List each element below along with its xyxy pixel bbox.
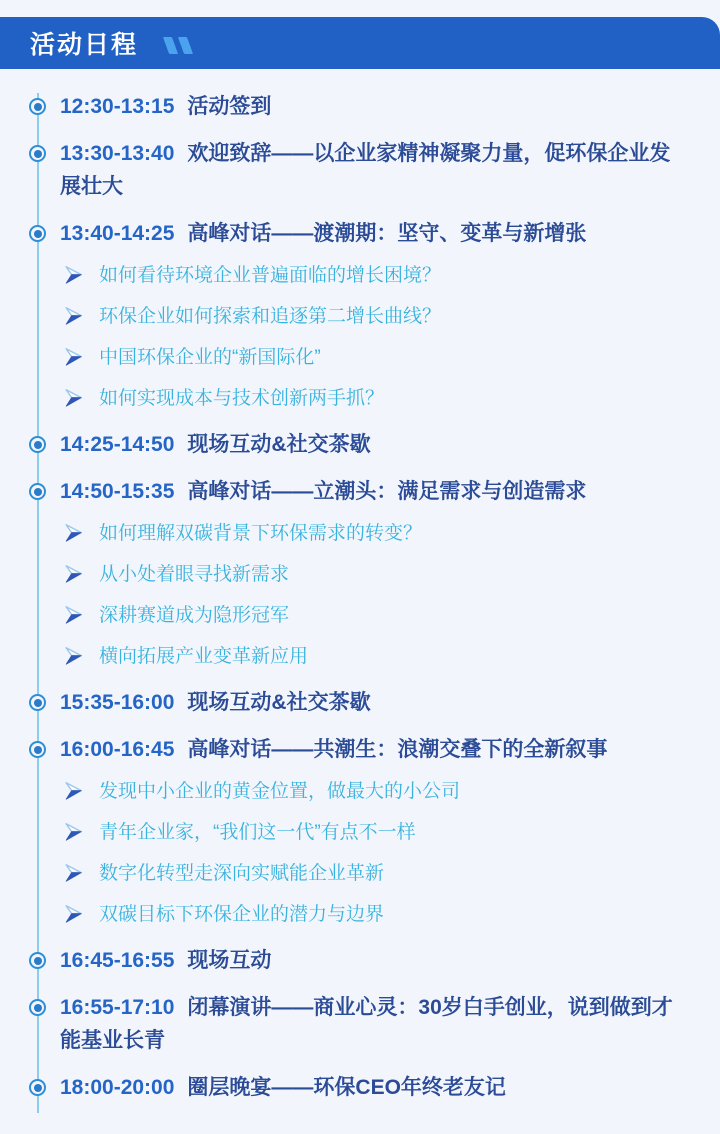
item-time: 13:40-14:25 (60, 222, 175, 245)
sub-list (60, 262, 682, 414)
sub-text: 环保企业如何探索和追逐第二增长曲线？ (99, 306, 442, 327)
timeline-bullet-icon (29, 1079, 46, 1096)
schedule-item (60, 944, 682, 977)
schedule-item (60, 686, 682, 719)
timeline-bullet-icon (29, 741, 46, 758)
sub-item (60, 262, 682, 291)
timeline-bullet-icon (29, 952, 46, 969)
item-time: 16:45-16:55 (60, 949, 175, 972)
sub-item (60, 520, 682, 549)
item-title: 高峰对话——立潮头：满足需求与创造需求 (187, 480, 587, 503)
arrowhead-icon (62, 645, 84, 672)
arrowhead-icon (62, 903, 84, 930)
sub-text: 如何看待环境企业普遍面临的增长困境？ (99, 265, 442, 286)
schedule-item (60, 217, 682, 414)
item-time: 14:50-15:35 (60, 480, 175, 503)
item-time: 14:25-14:50 (60, 433, 175, 456)
sub-text: 从小处着眼寻找新需求 (99, 564, 290, 585)
sub-text: 双碳目标下环保企业的潜力与边界 (99, 904, 385, 925)
item-time: 12:30-13:15 (60, 95, 175, 118)
arrowhead-icon (62, 305, 84, 332)
timeline-bullet-icon (29, 694, 46, 711)
item-title: 高峰对话——渡潮期：坚守、变革与新增张 (187, 222, 587, 245)
arrowhead-icon (62, 387, 84, 414)
schedule-item (60, 90, 682, 123)
sub-list (60, 520, 682, 672)
sub-text: 横向拓展产业变革新应用 (99, 646, 309, 667)
item-time: 16:55-17:10 (60, 996, 175, 1019)
item-title: 现场互动 (187, 949, 272, 972)
item-title: 活动签到 (187, 95, 272, 118)
schedule-item (60, 137, 682, 203)
timeline-bullet-icon (29, 225, 46, 242)
sub-text: 中国环保企业的“新国际化” (99, 347, 321, 368)
item-title: 现场互动&社交茶歇 (187, 691, 371, 714)
header-banner (0, 17, 720, 69)
sub-item (60, 643, 682, 672)
sub-text: 发现中小企业的黄金位置，做最大的小公司 (99, 781, 461, 802)
sub-item (60, 561, 682, 590)
arrowhead-icon (62, 346, 84, 373)
item-time: 15:35-16:00 (60, 691, 175, 714)
schedule-timeline (0, 69, 720, 1104)
sub-item (60, 901, 682, 930)
schedule-item (60, 733, 682, 930)
timeline-bullet-icon (29, 483, 46, 500)
sub-text: 深耕赛道成为隐形冠军 (99, 605, 290, 626)
item-title: 高峰对话——共潮生：浪潮交叠下的全新叙事 (187, 738, 608, 761)
arrowhead-icon (62, 862, 84, 889)
arrowhead-icon (62, 821, 84, 848)
schedule-item (60, 1071, 682, 1104)
sub-item (60, 602, 682, 631)
sub-item (60, 778, 682, 807)
sub-item (60, 344, 682, 373)
arrowhead-icon (62, 563, 84, 590)
page-title: 活动日程 (30, 31, 139, 59)
item-title: 闭幕演讲——商业心灵：30岁白手创业，说到做到才能基业长青 (60, 996, 673, 1052)
item-time: 13:30-13:40 (60, 142, 175, 165)
timeline-bullet-icon (29, 999, 46, 1016)
item-time: 16:00-16:45 (60, 738, 175, 761)
sub-item (60, 385, 682, 414)
sub-item (60, 303, 682, 332)
sub-text: 如何实现成本与技术创新两手抓？ (99, 388, 385, 409)
sub-text: 如何理解双碳背景下环保需求的转变？ (99, 523, 423, 544)
sub-item (60, 819, 682, 848)
arrowhead-icon (62, 264, 84, 291)
sub-list (60, 778, 682, 930)
arrowhead-icon (62, 604, 84, 631)
schedule-item (60, 991, 682, 1057)
sub-text: 青年企业家，“我们这一代”有点不一样 (99, 822, 416, 843)
double-backslash-icon (160, 37, 190, 54)
item-title: 圈层晚宴——环保CEO年终老友记 (187, 1076, 506, 1099)
schedule-item (60, 428, 682, 461)
arrowhead-icon (62, 522, 84, 549)
timeline-bullet-icon (29, 436, 46, 453)
item-title: 欢迎致辞——以企业家精神凝聚力量，促环保企业发展壮大 (60, 142, 671, 198)
schedule-item (60, 475, 682, 672)
schedule-list (60, 90, 682, 1104)
item-time: 18:00-20:00 (60, 1076, 175, 1099)
arrowhead-icon (62, 780, 84, 807)
sub-text: 数字化转型走深向实赋能企业革新 (99, 863, 385, 884)
sub-item (60, 860, 682, 889)
timeline-bullet-icon (29, 145, 46, 162)
item-title: 现场互动&社交茶歇 (187, 433, 371, 456)
timeline-bullet-icon (29, 98, 46, 115)
